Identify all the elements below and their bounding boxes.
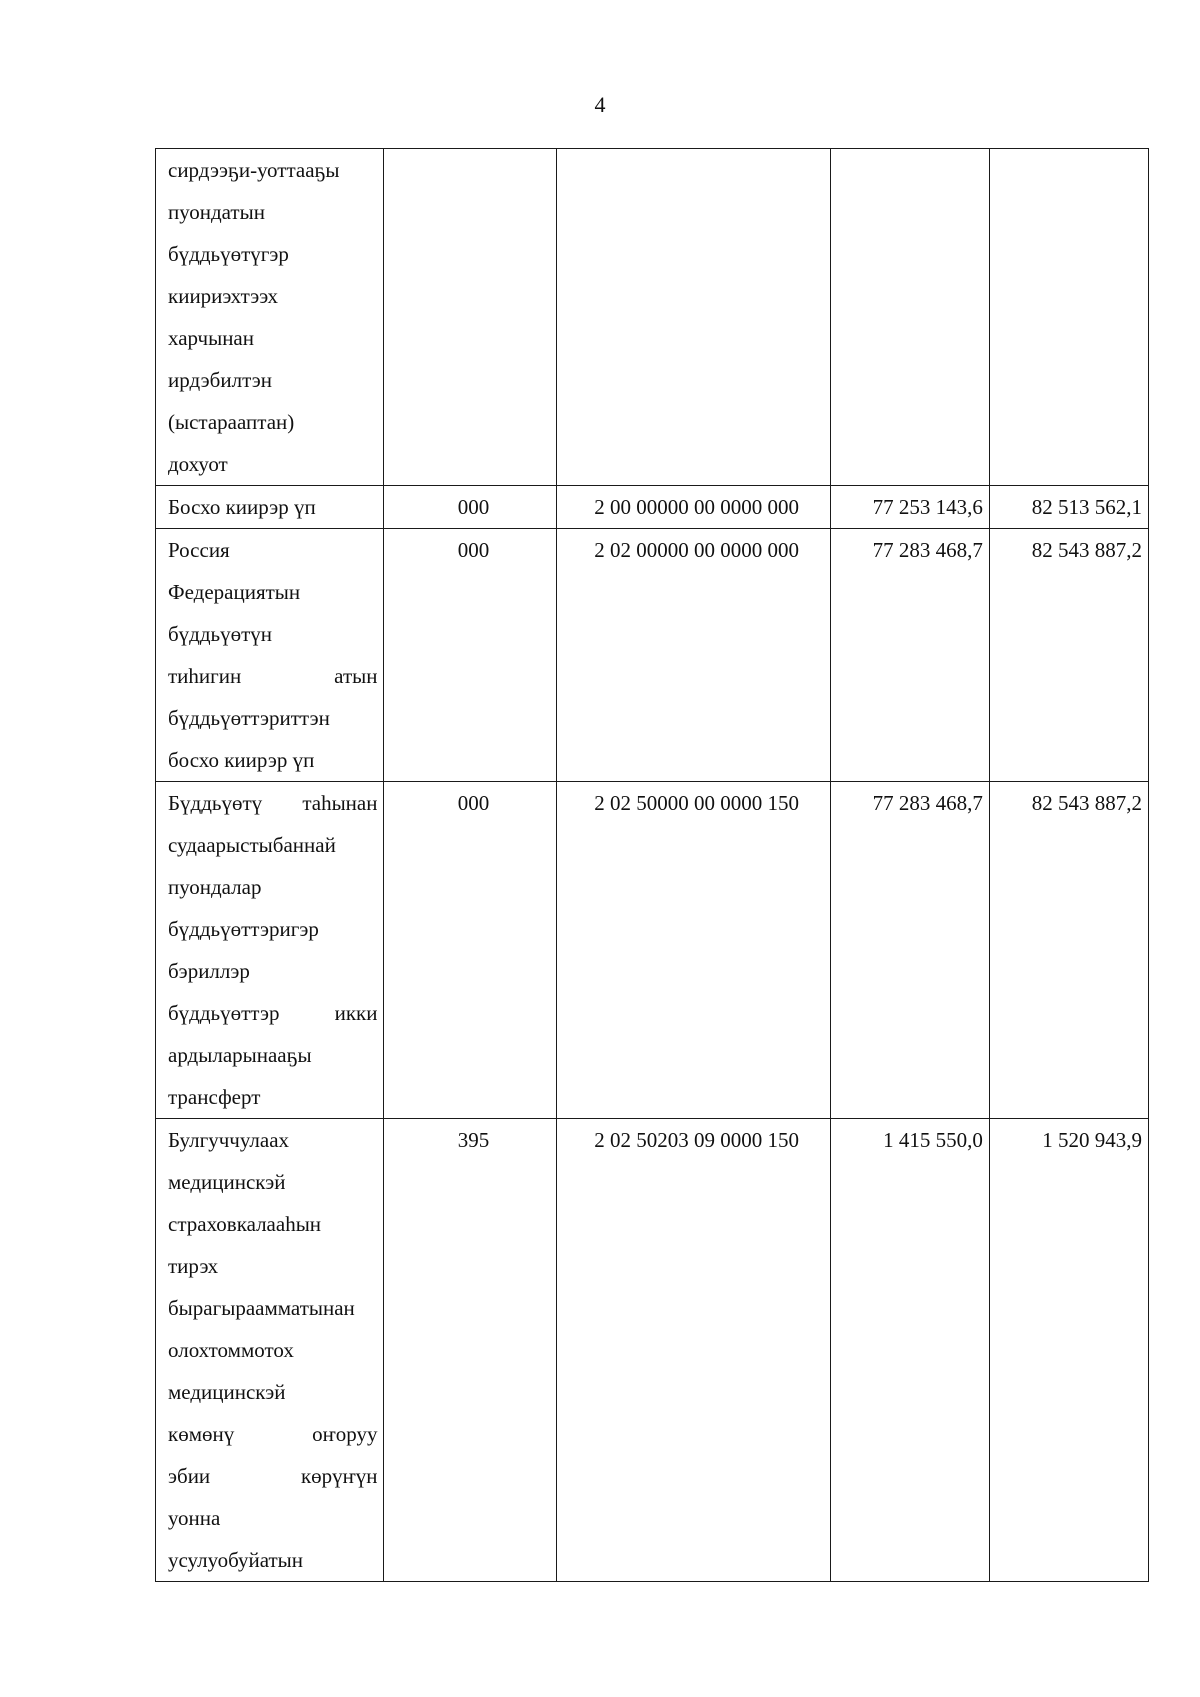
admin-code-cell: 000 (384, 782, 557, 1119)
income-name-line: медицинскэй (168, 1380, 286, 1404)
amount-year-2-cell: 1 520 943,9 (989, 1119, 1148, 1582)
income-name-line: бүддьүөттэригэр (168, 917, 319, 941)
income-name-word: тиһигин (168, 664, 242, 688)
income-name-word: таһынан (302, 791, 378, 815)
admin-code-cell (384, 149, 557, 486)
income-name-line (168, 1413, 377, 1455)
table-body (156, 149, 1149, 1582)
amount-year-1-cell: 77 253 143,6 (830, 486, 989, 529)
income-name-line: пуондатын (168, 200, 265, 224)
amount-year-2-cell (989, 149, 1148, 486)
income-code-cell: 2 02 50203 09 0000 150 (557, 1119, 830, 1582)
income-name-word: көрүҥүн (300, 1464, 378, 1488)
amount-year-1-cell (830, 149, 989, 486)
income-name-cell (156, 149, 384, 486)
income-name-line (168, 782, 377, 824)
income-name-word: оҥоруу (312, 1422, 378, 1446)
page-number: 4 (594, 92, 606, 117)
income-name-cell (156, 1119, 384, 1582)
amount-year-1-cell: 77 283 468,7 (830, 782, 989, 1119)
income-name-line: бэриллэр (168, 959, 250, 983)
income-name-line: пуондалар (168, 875, 262, 899)
budget-income-table (155, 148, 1149, 1582)
amount-year-1-cell: 1 415 550,0 (830, 1119, 989, 1582)
income-name-line: олохтоммотох (168, 1338, 294, 1362)
income-code-cell: 2 02 00000 00 0000 000 (557, 529, 830, 782)
income-name-line: бырагыраамматынан (168, 1296, 355, 1320)
income-code-cell (557, 149, 830, 486)
income-name-line: трансферт (168, 1085, 261, 1109)
income-name-line: сирдээҕи-уоттааҕы (168, 158, 340, 182)
income-name-line: ардыларынааҕы (168, 1043, 312, 1067)
income-name-line (168, 992, 377, 1034)
amount-year-1-cell: 77 283 468,7 (830, 529, 989, 782)
income-name-line: бүддьүөтүн (168, 622, 273, 646)
income-name-cell (156, 529, 384, 782)
income-name-line: босхо киирэр үп (168, 748, 315, 772)
income-name-line: Россия (168, 538, 230, 562)
income-name-word: икки (334, 1001, 378, 1025)
income-name-line: Босхо киирэр үп (168, 495, 316, 519)
income-code-cell: 2 02 50000 00 0000 150 (557, 782, 830, 1119)
income-name-line: (ыстарааптан) (168, 410, 295, 434)
table-row (156, 529, 1149, 782)
income-name-line: судаарыстыбаннай (168, 833, 336, 857)
admin-code-cell: 395 (384, 1119, 557, 1582)
amount-year-2-cell: 82 543 887,2 (989, 529, 1148, 782)
income-name-line: Федерациятын (168, 580, 301, 604)
income-name-line: уонна (168, 1506, 221, 1530)
income-name-line: бүддьүөтүгэр (168, 242, 289, 266)
table-row (156, 1119, 1149, 1582)
table-row (156, 486, 1149, 529)
income-name-line: медицинскэй (168, 1170, 286, 1194)
income-name-word: бүддьүөттэр (168, 1001, 280, 1025)
income-name-line: дохуот (168, 452, 228, 476)
income-name-line: киириэхтээх (168, 284, 278, 308)
amount-year-2-cell: 82 543 887,2 (989, 782, 1148, 1119)
table-row (156, 782, 1149, 1119)
income-name-line (168, 1455, 377, 1497)
income-name-line: усулуобуйатын (168, 1548, 304, 1572)
income-name-line (168, 655, 377, 697)
income-name-line: харчынан (168, 326, 254, 350)
income-name-line: ирдэбилтэн (168, 368, 273, 392)
amount-year-2-cell: 82 513 562,1 (989, 486, 1148, 529)
income-name-cell (156, 486, 384, 529)
admin-code-cell: 000 (384, 486, 557, 529)
income-name-line: Булгуччулаах (168, 1128, 290, 1152)
table-row (156, 149, 1149, 486)
income-name-word: атын (334, 664, 378, 688)
income-name-line: бүддьүөттэриттэн (168, 706, 330, 730)
income-name-word: эбии (168, 1464, 211, 1488)
income-name-word: көмөнү (168, 1422, 235, 1446)
income-name-line: страховкалааһын (168, 1212, 322, 1236)
income-name-cell (156, 782, 384, 1119)
income-name-word: Бүддьүөтү (168, 791, 263, 815)
income-name-line: тирэх (168, 1254, 219, 1278)
income-code-cell: 2 00 00000 00 0000 000 (557, 486, 830, 529)
admin-code-cell: 000 (384, 529, 557, 782)
